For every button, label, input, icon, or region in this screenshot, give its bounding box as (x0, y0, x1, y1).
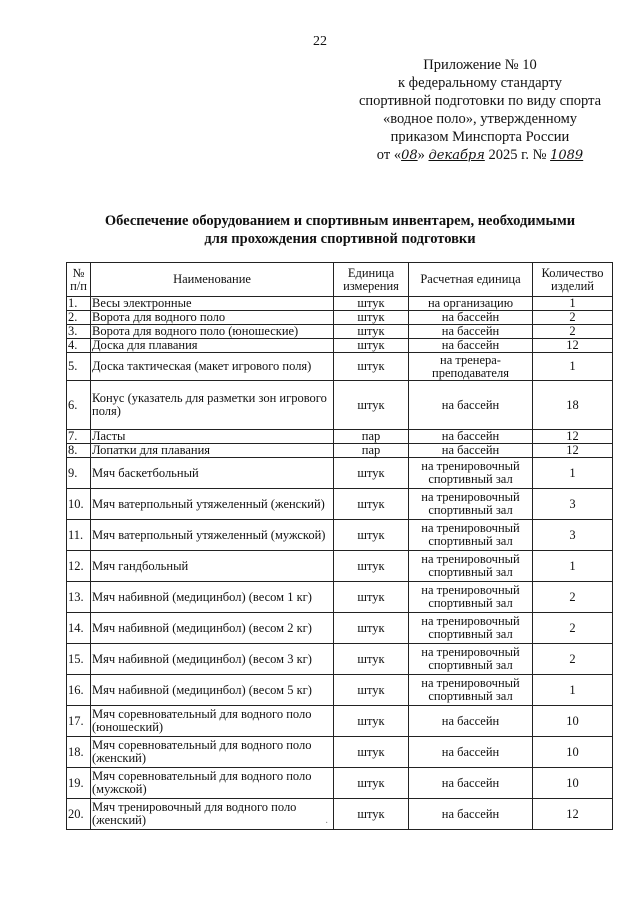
item-name: Мяч баскетбольный (91, 458, 334, 489)
order-date-line (330, 146, 630, 165)
quantity: 3 (533, 489, 613, 520)
row-number: 8. (67, 444, 91, 458)
unit: штук (334, 325, 409, 339)
item-name: Мяч набивной (медицинбол) (весом 5 кг) (91, 675, 334, 706)
appendix-line: к федеральному стандарту (398, 75, 562, 91)
calc-unit: на бассейн (409, 339, 533, 353)
document-title (60, 212, 620, 248)
calc-unit: на бассейн (409, 311, 533, 325)
row-number: 12. (67, 551, 91, 582)
table-row (67, 311, 613, 325)
item-name: Мяч набивной (медицинбол) (весом 3 кг) (91, 644, 334, 675)
header-name: Наименование (91, 263, 334, 297)
item-name: Мяч соревновательный для водного поло (юношеский) (91, 706, 334, 737)
unit: штук (334, 799, 409, 830)
table-row (67, 339, 613, 353)
unit: штук (334, 768, 409, 799)
quantity: 2 (533, 311, 613, 325)
item-name: Мяч ватерпольный утяжеленный (мужской) (91, 520, 334, 551)
unit: пар (334, 430, 409, 444)
item-name: Мяч гандбольный (91, 551, 334, 582)
table-row (67, 582, 613, 613)
row-number: 1. (67, 297, 91, 311)
unit: штук (334, 520, 409, 551)
row-number: 9. (67, 458, 91, 489)
calc-unit: на бассейн (409, 737, 533, 768)
row-number: 16. (67, 675, 91, 706)
calc-unit: на бассейн (409, 799, 533, 830)
calc-unit: на бассейн (409, 381, 533, 430)
item-name: Мяч соревновательный для водного поло (женский) (91, 737, 334, 768)
calc-unit: на бассейн (409, 430, 533, 444)
table-row (67, 551, 613, 582)
table-header-row (67, 263, 613, 297)
item-name: Конус (указатель для разметки зон игрового поля) (91, 381, 334, 430)
row-number: 6. (67, 381, 91, 430)
item-name: Мяч тренировочный для водного поло (женский) (91, 799, 334, 830)
quantity: 2 (533, 582, 613, 613)
quantity: 2 (533, 613, 613, 644)
table-row (67, 297, 613, 311)
unit: штук (334, 582, 409, 613)
calc-unit: на тренировочный спортивный зал (409, 458, 533, 489)
quantity: 2 (533, 325, 613, 339)
unit: штук (334, 458, 409, 489)
calc-unit: на бассейн (409, 444, 533, 458)
table-row (67, 381, 613, 430)
handwritten-month: декабря (428, 148, 485, 163)
unit: штук (334, 489, 409, 520)
quantity: 10 (533, 706, 613, 737)
unit: штук (334, 339, 409, 353)
row-number: 15. (67, 644, 91, 675)
calc-unit: на тренировочный спортивный зал (409, 582, 533, 613)
calc-unit: на бассейн (409, 325, 533, 339)
calc-unit: на бассейн (409, 768, 533, 799)
quantity: 1 (533, 297, 613, 311)
row-number: 17. (67, 706, 91, 737)
table-row (67, 675, 613, 706)
unit: пар (334, 444, 409, 458)
header-calc-unit: Расчетная единица (409, 263, 533, 297)
row-number: 18. (67, 737, 91, 768)
unit: штук (334, 644, 409, 675)
item-name: Лопатки для плавания (91, 444, 334, 458)
calc-unit: на тренера-преподавателя (409, 353, 533, 381)
row-number: 19. (67, 768, 91, 799)
item-name: Весы электронные (91, 297, 334, 311)
quantity: 2 (533, 644, 613, 675)
unit: штук (334, 675, 409, 706)
table-row (67, 644, 613, 675)
table-row (67, 353, 613, 381)
quantity: 12 (533, 799, 613, 830)
appendix-line: спортивной подготовки по виду спорта (358, 93, 602, 109)
table-row (67, 444, 613, 458)
table-row (67, 458, 613, 489)
item-name: Доска тактическая (макет игрового поля) (91, 353, 334, 381)
appendix-line: Приложение № 10 (423, 57, 537, 73)
item-name: Мяч ватерпольный утяжеленный (женский) (91, 489, 334, 520)
quantity: 1 (533, 551, 613, 582)
quantity: 18 (533, 381, 613, 430)
item-name: Ворота для водного поло (юношеские) (91, 325, 334, 339)
table-row (67, 706, 613, 737)
row-number: 2. (67, 311, 91, 325)
item-name: Ласты (91, 430, 334, 444)
unit: штук (334, 311, 409, 325)
quantity: 1 (533, 458, 613, 489)
item-name: Мяч набивной (медицинбол) (весом 1 кг) (91, 582, 334, 613)
calc-unit: на тренировочный спортивный зал (409, 489, 533, 520)
row-number: 13. (67, 582, 91, 613)
item-name: Ворота для водного поло (91, 311, 334, 325)
row-number: 14. (67, 613, 91, 644)
header-number: № п/п (67, 263, 91, 297)
appendix-line: «водное поло», утвержденному (382, 111, 578, 127)
appendix-line: приказом Минспорта России (390, 129, 570, 145)
quantity: 12 (533, 444, 613, 458)
row-number: 4. (67, 339, 91, 353)
table-row (67, 520, 613, 551)
appendix-header (330, 56, 630, 165)
page-number: 22 (313, 34, 327, 49)
header-quantity: Количество изделий (533, 263, 613, 297)
row-number: 11. (67, 520, 91, 551)
calc-unit: на тренировочный спортивный зал (409, 613, 533, 644)
calc-unit: на тренировочный спортивный зал (409, 675, 533, 706)
date-prefix: от « (376, 147, 402, 163)
table-row (67, 799, 613, 830)
quantity: 10 (533, 737, 613, 768)
calc-unit: на организацию (409, 297, 533, 311)
date-year: 2025 г. № (488, 147, 547, 163)
table-row (67, 489, 613, 520)
unit: штук (334, 737, 409, 768)
header-unit: Единица измерения (334, 263, 409, 297)
quantity: 12 (533, 430, 613, 444)
quantity: 12 (533, 339, 613, 353)
calc-unit: на тренировочный спортивный зал (409, 644, 533, 675)
table-row (67, 325, 613, 339)
row-number: 10. (67, 489, 91, 520)
row-number: 3. (67, 325, 91, 339)
title-line: для прохождения спортивной подготовки (204, 231, 476, 247)
unit: штук (334, 706, 409, 737)
equipment-table (66, 262, 613, 830)
quantity: 10 (533, 768, 613, 799)
quantity: 1 (533, 353, 613, 381)
handwritten-day: 08 (401, 148, 418, 163)
item-name: Мяч набивной (медицинбол) (весом 2 кг) (91, 613, 334, 644)
table-row (67, 430, 613, 444)
table-row (67, 613, 613, 644)
unit: штук (334, 353, 409, 381)
date-mid: » (417, 147, 425, 163)
row-number: 20. (67, 799, 91, 830)
unit: штук (334, 297, 409, 311)
item-name: Доска для плавания (91, 339, 334, 353)
calc-unit: на тренировочный спортивный зал (409, 551, 533, 582)
row-number: 5. (67, 353, 91, 381)
calc-unit: на бассейн (409, 706, 533, 737)
handwritten-number: 1089 (550, 148, 584, 163)
table-row (67, 768, 613, 799)
quantity: 1 (533, 675, 613, 706)
table-row (67, 737, 613, 768)
unit: штук (334, 613, 409, 644)
quantity: 3 (533, 520, 613, 551)
title-line: Обеспечение оборудованием и спортивным инвентарем, необходимыми (104, 213, 576, 229)
unit: штук (334, 551, 409, 582)
scan-mark: · (325, 818, 329, 829)
row-number: 7. (67, 430, 91, 444)
unit: штук (334, 381, 409, 430)
item-name: Мяч соревновательный для водного поло (мужской) (91, 768, 334, 799)
calc-unit: на тренировочный спортивный зал (409, 520, 533, 551)
